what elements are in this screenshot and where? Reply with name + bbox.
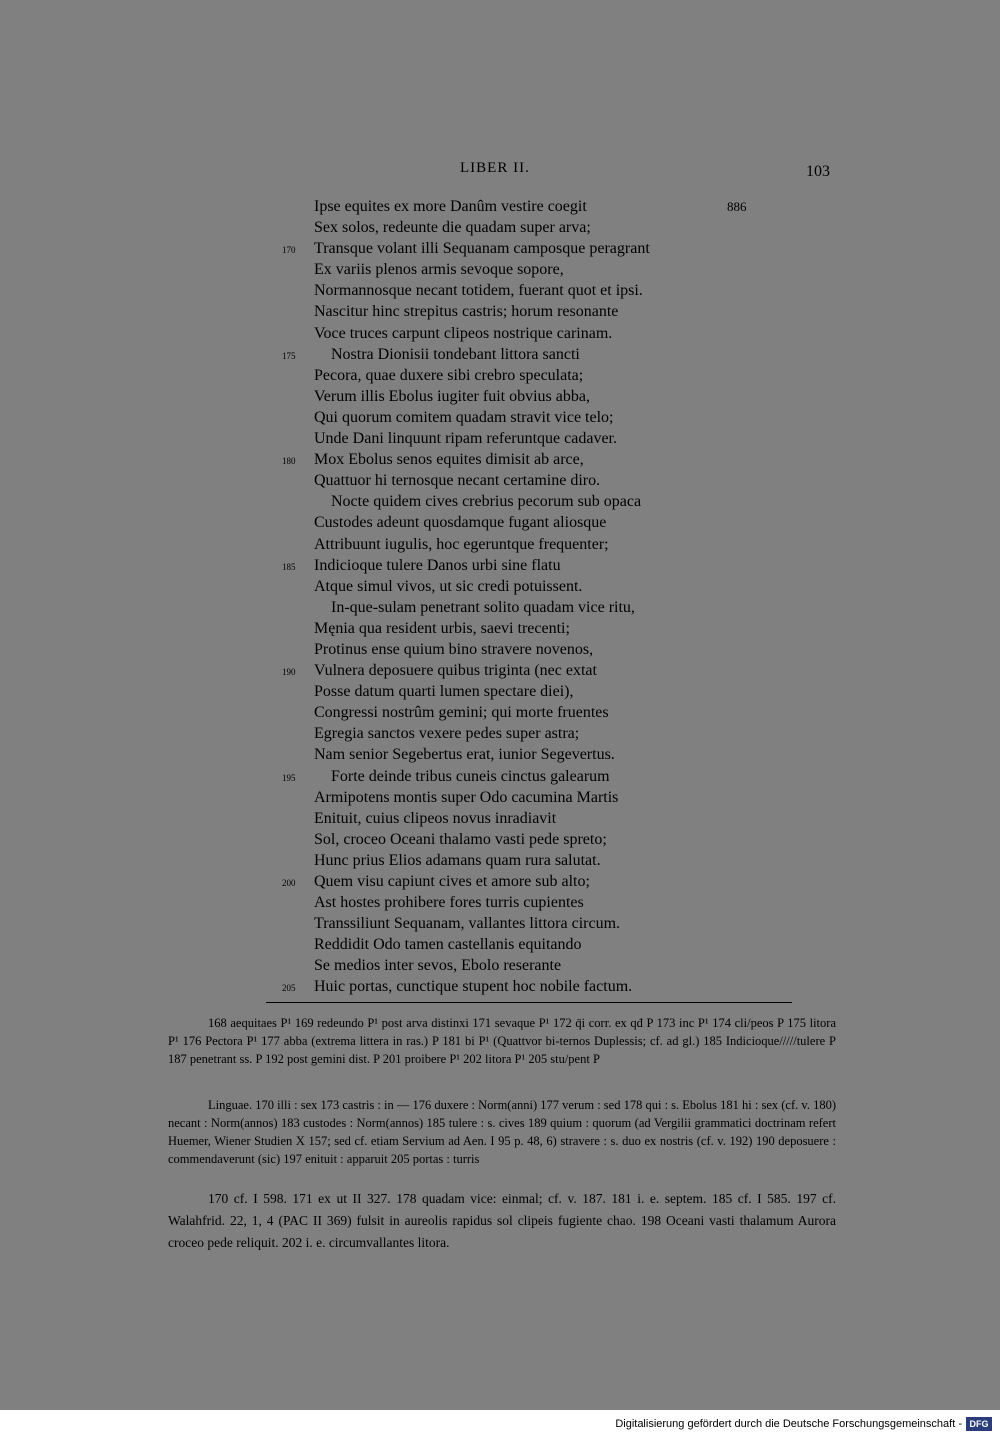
verse-text: Attribuunt iugulis, hoc egeruntque frequenter;: [314, 535, 609, 553]
poem-line: [0, 428, 1000, 449]
line-number: 195: [282, 772, 296, 783]
verse-text: Hunc prius Elios adamans quam rura salutat.: [314, 851, 601, 869]
line-number: 180: [282, 456, 296, 467]
poem-line: [0, 238, 1000, 259]
verse-text: Vulnera deposuere quibus triginta (nec extat: [314, 662, 597, 680]
verse-text: Sol, croceo Oceani thalamo vasti pede spreto;: [314, 830, 607, 848]
verse-text: Quattuor hi ternosque necant certamine diro.: [314, 472, 601, 490]
poem-line: [0, 660, 1000, 681]
poem-line: [0, 386, 1000, 407]
gloss-notes: Linguae. 170 illi : sex 173 castris : in — 176 duxere : Norm(anni) 177 verum : sed 178 qui : s. Ebolus 181 hi : sex (cf. v. 180) necant : Norm(annos) 183 custodes : Norm(annos) 185 tulere : s. cives 189 quium : quorum (ad Vergilii grammatici doctrinam refert Huemer, Wiener Studien X 157; sed cf. etiam Servium ad Aen. I 95 p. 48, 6) stravere : s. duo ex nostris (cf. v. 192) 190 deposuere : commendaverunt (sic) 197 enituit : apparuit 205 portas : turris: [168, 1098, 836, 1166]
verse-text: Armipotens montis super Odo cacumina Martis: [314, 788, 619, 806]
poem-text: [0, 196, 1000, 998]
verse-text: Ast hostes prohibere fores turris cupientes: [314, 894, 584, 912]
line-number: 205: [282, 983, 296, 994]
verse-text: In-que-sulam penetrant solito quadam vice ritu,: [331, 598, 635, 616]
poem-line: [0, 766, 1000, 787]
poem-line: [0, 323, 1000, 344]
poem-line: [0, 892, 1000, 913]
poem-line: [0, 787, 1000, 808]
verse-text: Quem visu capiunt cives et amore sub alto;: [314, 873, 590, 890]
verse-text: Indicioque tulere Danos urbi sine flatu: [314, 556, 561, 574]
poem-line: [0, 407, 1000, 428]
poem-line: [0, 217, 1000, 238]
verse-text: Huic portas, cunctique stupent hoc nobile factum.: [314, 978, 633, 996]
verse-text: Ipse equites ex more Danûm vestire coegit: [314, 198, 587, 215]
line-number: 185: [282, 561, 296, 572]
poem-line: [0, 808, 1000, 829]
poem-line: [0, 744, 1000, 765]
verse-text: Ex variis plenos armis sevoque sopore,: [314, 261, 564, 279]
source-notes: 170 cf. I 598. 171 ex ut II 327. 178 quadam vice: einmal; cf. v. 187. 181 i. e. septem. 185 cf. I 585. 197 cf. Walahfrid. 22, 1, 4 (PAC II 369) fulsit in aureolis rapidus sol clipeis fugiente chao. 198 Oceani vasti thalamum Aurora croceo pede reliquit. 202 i. e. circumvallantes litora.: [168, 1191, 836, 1250]
poem-line: [0, 576, 1000, 597]
verse-text: Nam senior Segebertus erat, iunior Segevertus.: [314, 746, 615, 764]
poem-line: [0, 470, 1000, 491]
verse-text: Se medios inter sevos, Ebolo reserante: [314, 957, 562, 975]
poem-line: [0, 491, 1000, 512]
verse-text: Nostra Dionisii tondebant littora sancti: [331, 345, 580, 363]
verse-text: Męnia qua resident urbis, saevi trecenti;: [314, 619, 570, 637]
line-number: 200: [282, 878, 296, 888]
verse-text: Egregia sanctos vexere pedes super astra;: [314, 725, 580, 743]
verse-text: Normannosque necant totidem, fuerant quot et ipsi.: [314, 282, 643, 300]
poem-line: [0, 913, 1000, 934]
poem-line: [0, 702, 1000, 723]
verse-text: Forte deinde tribus cuneis cinctus galearum: [331, 767, 610, 785]
critical-apparatus: [168, 1014, 836, 1068]
verse-text: Reddidit Odo tamen castellanis equitando: [314, 936, 582, 954]
poem-line: [0, 871, 1000, 892]
verse-text: Transsiliunt Sequanam, vallantes littora circum.: [314, 915, 621, 933]
footer-bar: [0, 1418, 1000, 1434]
line-number: 170: [282, 245, 296, 256]
line-number: 175: [282, 350, 296, 361]
verse-text: Pecora, quae duxere sibi crebro speculata;: [314, 366, 584, 384]
poem-line: [0, 639, 1000, 660]
verse-text: Unde Dani linquunt ripam referuntque cadaver.: [314, 430, 617, 448]
verse-text: Enituit, cuius clipeos novus inradiavit: [314, 809, 557, 827]
poem-line: [0, 449, 1000, 470]
verse-text: Protinus ense quium bino stravere novenos,: [314, 640, 594, 658]
verse-text: Nocte quidem cives crebrius pecorum sub opaca: [331, 493, 642, 511]
poem-line: [0, 259, 1000, 280]
poem-line: [0, 597, 1000, 618]
margin-reference: 886: [727, 199, 747, 214]
verse-text: Sex solos, redeunte die quadam super arva;: [314, 219, 591, 237]
apparatus-divider: [266, 1002, 792, 1003]
poem-line: [0, 829, 1000, 850]
poem-line: [0, 512, 1000, 533]
verse-text: Custodes adeunt quosdamque fugant aliosque: [314, 514, 607, 532]
poem-line: [0, 681, 1000, 702]
funding-credit: Digitalisierung gefördert durch die Deutsche Forschungsgemeinschaft -: [615, 1418, 962, 1430]
poem-line: [0, 976, 1000, 997]
poem-line: [0, 934, 1000, 955]
poem-line: [0, 365, 1000, 386]
source-apparatus: [168, 1188, 836, 1254]
verse-text: Transque volant illi Sequanam camposque peragrant: [314, 240, 650, 258]
poem-line: [0, 280, 1000, 301]
poem-line: [0, 534, 1000, 555]
poem-line: [0, 301, 1000, 322]
verse-text: Nascitur hinc strepitus castris; horum resonante: [314, 303, 619, 321]
verse-text: Verum illis Ebolus iugiter fuit obvius abba,: [314, 387, 590, 405]
poem-line: [0, 723, 1000, 744]
critical-notes: 168 aequitaes P¹ 169 redeundo P¹ post arva distinxi 171 sevaque P¹ 172 q̄i corr. ex qđ P 173 inc P¹ 174 cli/peos P 175 litora P¹ 176 Pectora P¹ 177 abba (extrema littera in ras.) P 181 bi P¹ (Quattvor bi-ternos Duplessis; cf. ad gl.) 185 Indicioque/////tulere P 187 penetrant ss. P 192 post gemini dist. P 201 proibere P¹ 202 litora P¹ 205 stu/pent P: [168, 1016, 836, 1066]
verse-text: Congressi nostrûm gemini; qui morte fruentes: [314, 704, 609, 722]
verse-text: Atque simul vivos, ut sic credi potuissent.: [314, 577, 583, 595]
verse-text: Qui quorum comitem quadam stravit vice telo;: [314, 408, 614, 426]
running-title: LIBER II.: [460, 160, 530, 176]
poem-line: [0, 344, 1000, 365]
page-number: 103: [806, 163, 830, 180]
verse-text: Posse datum quarti lumen spectare diei),: [314, 683, 574, 701]
dfg-logo: DFG: [966, 1417, 992, 1431]
poem-line: [0, 850, 1000, 871]
poem-line: [0, 955, 1000, 976]
poem-line: [0, 618, 1000, 639]
verse-text: Voce truces carpunt clipeos nostrique carinam.: [314, 324, 613, 342]
poem-line: [0, 196, 1000, 217]
verse-text: Mox Ebolus senos equites dimisit ab arce,: [314, 451, 584, 469]
gloss-apparatus: [168, 1096, 836, 1168]
poem-line: [0, 555, 1000, 576]
line-number: 190: [282, 667, 296, 678]
